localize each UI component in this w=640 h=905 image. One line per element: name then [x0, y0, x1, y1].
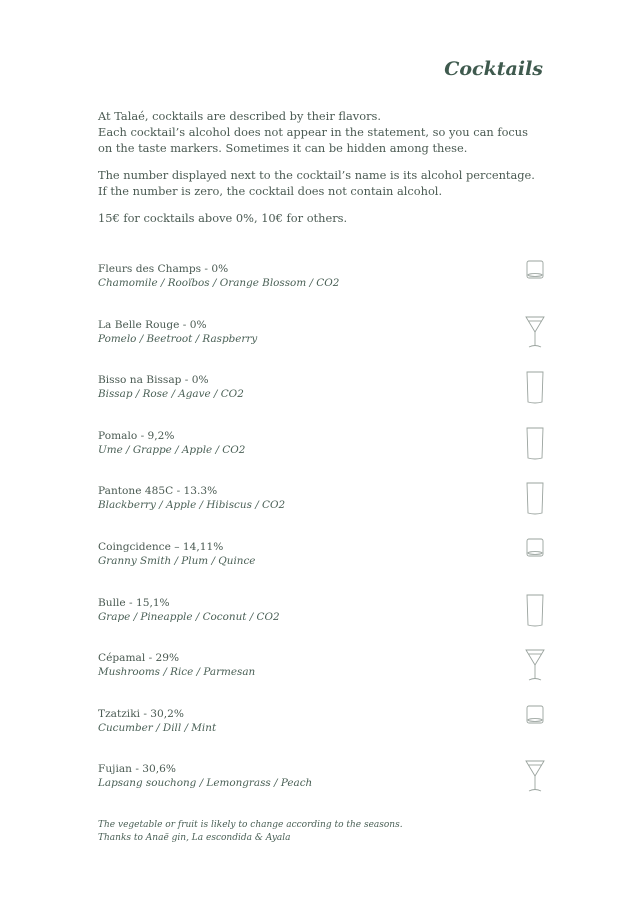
- cocktail-flavors: Pomelo / Beetroot / Raspberry: [98, 332, 258, 345]
- cocktail-item: [98, 707, 546, 763]
- cocktail-flavors: Blackberry / Apple / Hibiscus / CO2: [98, 499, 286, 512]
- cocktail-flavors: Lapsang souchong / Lemongrass / Peach: [98, 777, 313, 790]
- cocktail-item: [98, 429, 546, 485]
- cocktail-item: [98, 373, 546, 429]
- cocktail-list: [98, 262, 546, 818]
- cocktail-item: [98, 651, 546, 707]
- cocktail-flavors: Cucumber / Dill / Mint: [98, 721, 217, 734]
- price-note: 15€ for cocktails above 0%, 10€ for others.: [98, 211, 348, 225]
- cocktail-name: Tzatziki - 30,2%: [98, 707, 184, 720]
- cocktail-item: [98, 596, 546, 652]
- intro-line-1: At Talaé, cocktails are described by their flavors.: [98, 109, 381, 123]
- cocktail-name: Bisso na Bissap - 0%: [98, 374, 209, 387]
- cocktail-name: Coingcidence – 14,11%: [98, 540, 224, 553]
- cocktail-item: [98, 318, 546, 374]
- highball-glass-icon: [524, 371, 546, 405]
- cocktail-flavors: Bissap / Rose / Agave / CO2: [98, 388, 244, 401]
- cocktail-flavors: Chamomile / Rooïbos / Orange Blossom / CO2: [98, 277, 340, 289]
- cocktail-flavors: Ume / Grappe / Apple / CO2: [98, 443, 246, 456]
- coupe-glass-icon: [524, 316, 546, 350]
- cocktail-item: [98, 540, 546, 596]
- cocktail-name: Fujian - 30,6%: [98, 763, 176, 776]
- cocktail-flavors: Grape / Pineapple / Coconut / CO2: [98, 610, 280, 623]
- highball-glass-icon: [524, 594, 546, 628]
- cocktail-name: Bulle - 15,1%: [98, 596, 170, 609]
- rocks-glass-icon: [524, 538, 546, 572]
- cocktail-name: Pomalo - 9,2%: [98, 429, 175, 442]
- cocktail-flavors: Granny Smith / Plum / Quince: [98, 554, 256, 567]
- cocktail-name: Cépamal - 29%: [98, 652, 180, 665]
- rocks-glass-icon: [524, 260, 546, 294]
- rocks-glass-icon: [524, 705, 546, 739]
- cocktail-item: [98, 484, 546, 540]
- thanks-note: Thanks to Anaë gin, La escondida & Ayala: [98, 832, 291, 843]
- cocktail-item: [98, 762, 546, 818]
- seasonal-note: The vegetable or fruit is likely to change according to the seasons.: [98, 820, 403, 830]
- intro-paragraph-1: [98, 108, 544, 156]
- coupe-glass-icon: [524, 760, 546, 794]
- highball-glass-icon: [524, 427, 546, 461]
- cocktail-name: Fleurs des Champs - 0%: [98, 263, 229, 275]
- cocktail-flavors: Mushrooms / Rice / Parmesan: [98, 666, 256, 679]
- intro-paragraph-2: The number displayed next to the cocktail’s name is its alcohol percentage. If the number is zero, the cocktail does not contain alcohol.: [98, 168, 535, 198]
- cocktail-name: La Belle Rouge - 0%: [98, 318, 207, 331]
- cocktail-item: [98, 262, 546, 318]
- highball-glass-icon: [524, 482, 546, 516]
- footer-note: [98, 819, 548, 844]
- page-title: Cocktails: [444, 58, 543, 80]
- coupe-glass-icon: [524, 649, 546, 683]
- cocktail-name: Pantone 485C - 13.3%: [98, 485, 218, 498]
- intro-text: [98, 108, 544, 237]
- intro-line-2: Each cocktail’s alcohol does not appear in the statement, so you can focus on the taste markers. Sometimes it can be hidden among these.: [98, 125, 528, 155]
